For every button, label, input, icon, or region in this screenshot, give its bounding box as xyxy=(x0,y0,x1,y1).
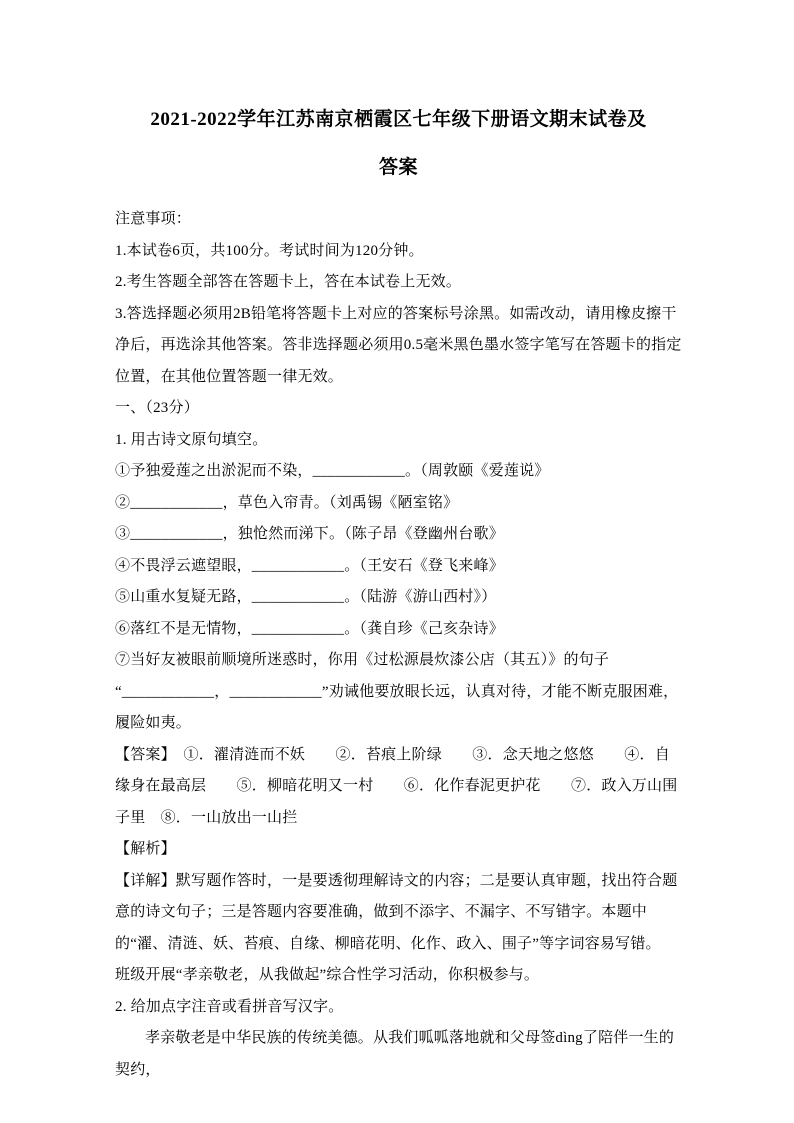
answer-line: 【答案】 ①．濯清涟而不妖 ②．苔痕上阶绿 ③．念天地之悠悠 ④．自缘身在最高层 ⑤．柳暗花明又一村 ⑥．化作春泥更护花 ⑦．政入万山围子里 ⑧．一山放出一山拦 xyxy=(115,746,678,826)
title-line-2: 答案 xyxy=(378,157,418,178)
title-line-1: 2021-2022学年江苏南京栖霞区七年级下册语文期末试卷及 xyxy=(150,109,647,130)
question-2-passage: 孝亲敬老是中华民族的传统美德。从我们呱呱落地就和父母签dìng了陪伴一生的契约， xyxy=(115,1030,675,1078)
section-1-heading: 一、（23分） xyxy=(115,400,199,416)
analysis-detail: 【详解】默写题作答时，一是要透彻理解诗文的内容；二是要认真审题，找出符合题意的诗文句子；三是答题内容要准确，做到不添字、不漏字、不写错字。本题中的“濯、清涟、妖、苔痕、自缘、柳暗花明、化作、政入、围子”等字词容易写错。 xyxy=(115,872,678,952)
note-1: 1.本试卷6页，共100分。考试时间为120分钟。 xyxy=(115,242,424,259)
question-1-item-7: ⑦当好友被眼前顺境所迷惑时，你用《过松源晨炊漆公店（其五）》的句子 xyxy=(115,652,610,668)
question-1-item-2: ②____________，草色入帘青。（刘禹锡《陋室铭》 xyxy=(115,494,459,511)
question-1-item-4: ④不畏浮云遮望眼，____________。（王安石《登飞来峰》 xyxy=(115,557,504,574)
document-title xyxy=(115,96,682,192)
question-1-item-6: ⑥落红不是无情物，____________。（龚自珍《己亥杂诗》 xyxy=(115,620,504,637)
analysis-label: 【解析】 xyxy=(115,841,176,857)
question-1-item-5: ⑤山重水复疑无路，____________。（陆游《游山西村》） xyxy=(115,589,497,605)
question-1-item-3: ③____________，独怆然而涕下。（陈子昂《登幽州台歌》 xyxy=(115,526,504,542)
question-1-item-1: ①予独爱莲之出淤泥而不染，____________。（周敦颐《爱莲说》 xyxy=(115,463,550,479)
activity-intro: 班级开展“孝亲敬老，从我做起”综合性学习活动，你积极参与。 xyxy=(115,967,540,983)
question-1: 1. 用古诗文原句填空。 xyxy=(115,431,268,448)
question-1-item-7-continued: “____________，____________”劝诫他要放眼长远，认真对待，才能不断克服困难，履险如夷。 xyxy=(115,683,679,731)
notes-heading: 注意事项： xyxy=(115,211,192,227)
note-3: 3.答选择题必须用2B铅笔将答题卡上对应的答案标号涂黑。如需改动，请用橡皮擦干净后，再选涂其他答案。答非选择题必须用0.5毫米黑色墨水签字笔写在答题卡的指定位置，在其他位置答题一律无效。 xyxy=(115,305,682,385)
note-2: 2.考生答题全部答在答题卡上，答在本试卷上无效。 xyxy=(115,274,462,290)
question-2: 2. 给加点字注音或看拼音写汉字。 xyxy=(115,998,344,1015)
